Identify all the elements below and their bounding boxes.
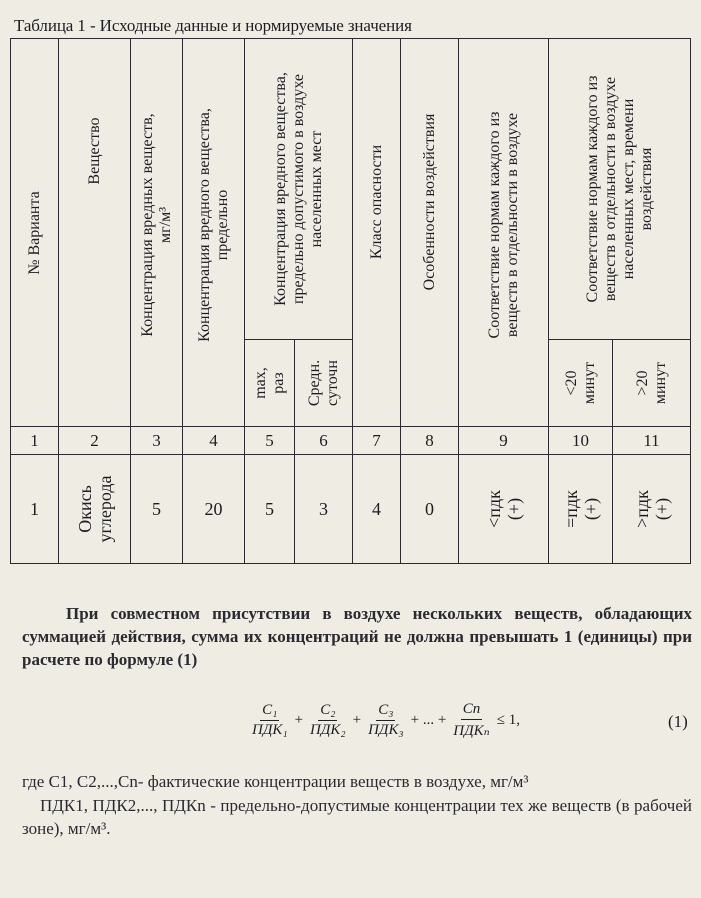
source-data-table <box>10 38 691 564</box>
pdk-definition: ПДК1, ПДК2,..., ПДКn - предельно-допустимые концентрации тех же веществ (в рабочей зоне), мг/м³. <box>22 796 692 838</box>
formula-inequality: ≤ 1, <box>496 711 520 728</box>
paragraph-summation: При совместном присутствии в воздухе нескольких веществ, обладающих суммацией действия, сумма их концентраций не должна превышать 1 (единицы) при расчете по формуле (1) <box>22 604 692 669</box>
subheader-daily-average: Средн. суточн <box>295 340 353 427</box>
column-number: 5 <box>245 427 295 455</box>
table-caption: Таблица 1 - Исходные данные и нормируемые значения <box>14 16 412 35</box>
cell-concentration-limit: 20 <box>183 455 245 564</box>
cell-concentration: 5 <box>131 455 183 564</box>
cell-max: 5 <box>245 455 295 564</box>
header-concentration-limit: Концентрация вредного вещества, предельно <box>183 39 245 427</box>
header-hazard-class: Класс опасности <box>353 39 401 427</box>
cell-hazard-class: 4 <box>353 455 401 564</box>
cell-variant: 1 <box>11 455 59 564</box>
column-number: 11 <box>613 427 691 455</box>
plus-sign: + <box>352 711 362 728</box>
column-number: 6 <box>295 427 353 455</box>
fraction-3: $\frac{\text{C₃}}{\text{ПДК₃}}$ <box>368 701 404 738</box>
cell-norm-compliance: <пдк (+) <box>459 455 549 564</box>
table-row <box>11 455 691 564</box>
where-definition: где С1, С2,...,Сn- фактические концентрации веществ в воздухе, мг/м³ <box>22 772 529 791</box>
header-concentration: Концентрация вредных веществ, мг/м³ <box>131 39 183 427</box>
cell-more-20-min: >пдк (+) <box>613 455 691 564</box>
header-norm-compliance: Соответствие нормам каждого из веществ в отдельности в воздухе <box>459 39 549 427</box>
header-mpc-populated-areas: Концентрация вредного вещества, предельно допустимого в воздухе населенных мест <box>245 39 353 340</box>
column-number: 9 <box>459 427 549 455</box>
column-number-row <box>11 427 691 455</box>
equation-number: (1) <box>668 712 688 731</box>
header-norm-compliance-time: Соответствие нормам каждого из веществ в отдельности в воздухе населенных мест, времени воздействия <box>549 39 691 340</box>
plus-sign: + <box>294 711 304 728</box>
summation-formula <box>247 692 522 748</box>
cell-less-20-min: =пдк (+) <box>549 455 613 564</box>
subheader-max: max, раз <box>245 340 295 427</box>
fraction-n: $\frac{Cn}{\text{ПДКₙ}}$ <box>453 700 490 739</box>
column-number: 10 <box>549 427 613 455</box>
cell-substance: Окись углерода <box>59 455 131 564</box>
column-number: 8 <box>401 427 459 455</box>
header-variant: № Варианта <box>11 39 59 427</box>
fraction-2: $\frac{\text{C₂}}{\text{ПДК₂}}$ <box>310 701 346 738</box>
column-number: 3 <box>131 427 183 455</box>
cell-impact-features: 0 <box>401 455 459 564</box>
header-substance: Вещество <box>59 39 131 427</box>
fraction-1: $\frac{\text{C₁}}{\text{ПДК₁}}$ <box>252 701 288 738</box>
column-number: 4 <box>183 427 245 455</box>
column-number: 1 <box>11 427 59 455</box>
column-number: 2 <box>59 427 131 455</box>
header-impact-features: Особенности воздействия <box>401 39 459 427</box>
ellipsis-terms: + ... + <box>410 711 447 728</box>
header-row <box>11 39 691 340</box>
cell-daily-average: 3 <box>295 455 353 564</box>
subheader-more-20-min: >20 минут <box>613 340 691 427</box>
column-number: 7 <box>353 427 401 455</box>
subheader-less-20-min: <20 минут <box>549 340 613 427</box>
